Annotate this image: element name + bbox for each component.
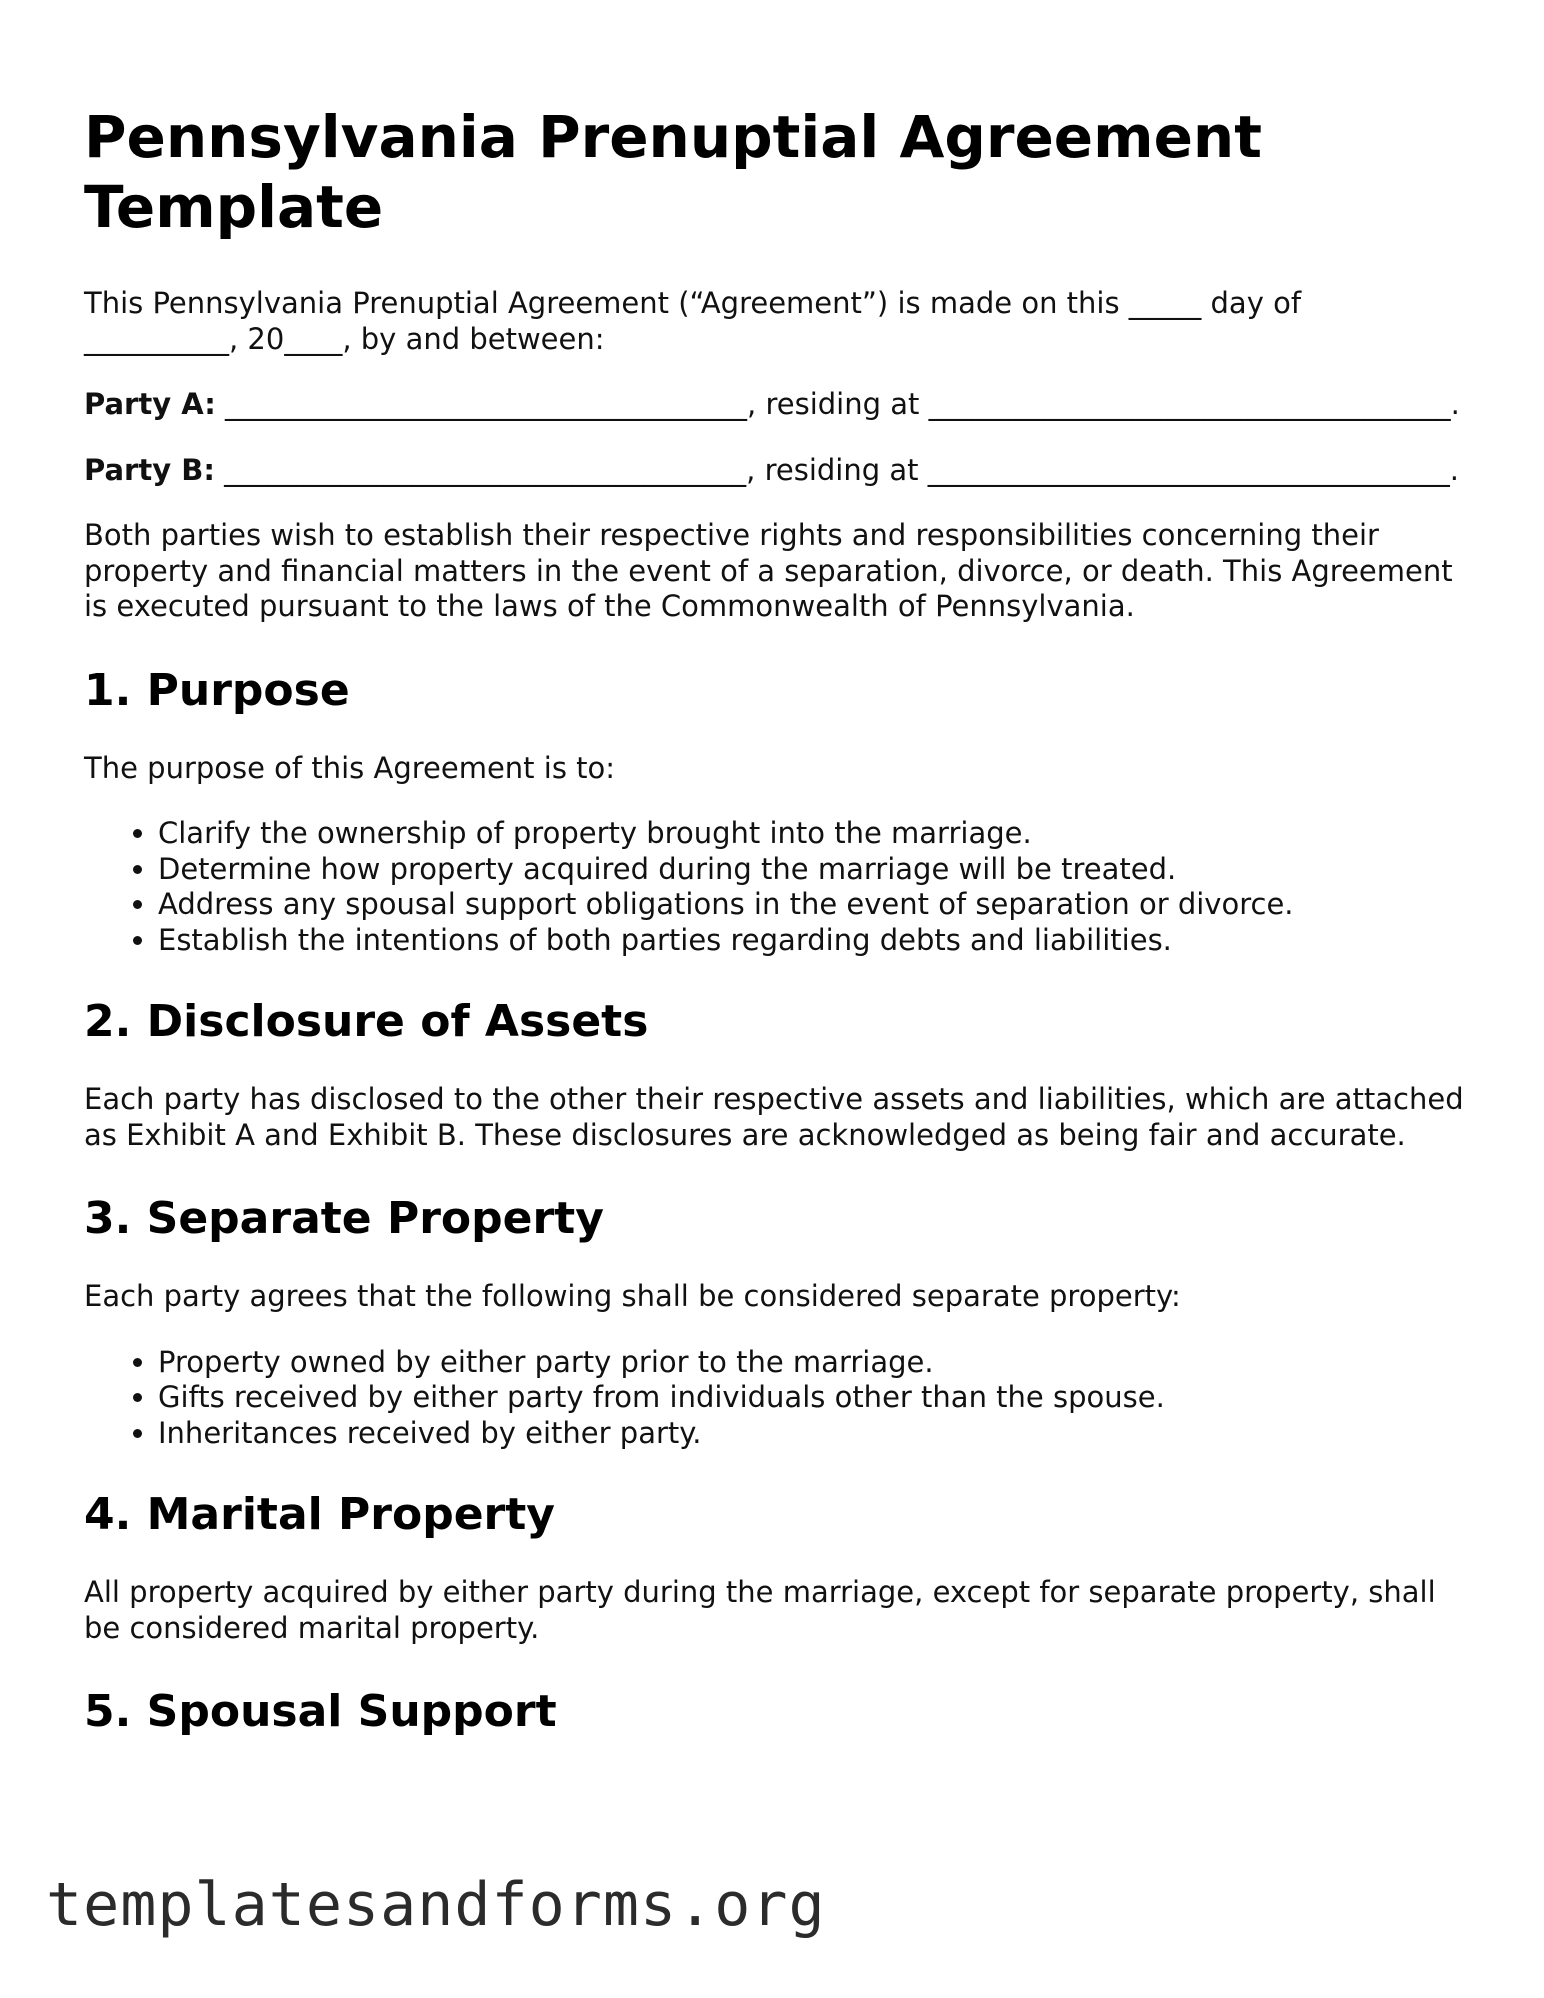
list-item: • Gifts received by either party from individuals other than the spouse. xyxy=(158,1380,1464,1416)
section-text-disclosure: Each party has disclosed to the other their respective assets and liabilities, which are attached as Exhibit A and Exhibit B. These disclosures are acknowledged as being fair and accurate. xyxy=(84,1082,1473,1152)
purpose-list xyxy=(84,816,1464,958)
list-item: • Clarify the ownership of property brought into the marriage. xyxy=(158,816,1464,852)
party-a-line xyxy=(84,387,1464,423)
party-b-label: Party B: xyxy=(84,452,215,487)
party-a-text: ____________________________________, residing at ____________________________________. xyxy=(215,387,1460,421)
section-heading-purpose: 1. Purpose xyxy=(84,664,350,716)
section-heading-separate-property: 3. Separate Property xyxy=(84,1193,604,1244)
list-item: • Inheritances received by either party. xyxy=(158,1416,1464,1452)
section-heading-spousal-support: 5. Spousal Support xyxy=(84,1686,557,1737)
section-text-separate-property: Each party agrees that the following shall be considered separate property: xyxy=(84,1279,1181,1313)
list-item: • Address any spousal support obligations in the event of separation or divorce. xyxy=(158,887,1464,923)
list-item: • Establish the intentions of both parties regarding debts and liabilities. xyxy=(158,923,1464,959)
list-item: • Property owned by either party prior to the marriage. xyxy=(158,1345,1464,1381)
separate-property-list xyxy=(84,1345,1464,1452)
document-title: Pennsylvania Prenuptial Agreement Template xyxy=(84,103,1262,241)
section-heading-disclosure: 2. Disclosure of Assets xyxy=(84,996,649,1047)
intro-paragraph: This Pennsylvania Prenuptial Agreement (“Agreement”) is made on this _____ day of __________, 20____, by and between: xyxy=(84,286,1311,356)
site-watermark: templatesandforms.org xyxy=(46,1870,826,1940)
party-b-text: ____________________________________, residing at ____________________________________. xyxy=(214,452,1459,487)
section-text-marital-property: All property acquired by either party during the marriage, except for separate property, shall be considered marital property. xyxy=(84,1575,1445,1645)
party-a-label: Party A: xyxy=(84,387,216,421)
section-text-purpose: The purpose of this Agreement is to: xyxy=(84,750,616,785)
preamble-paragraph: Both parties wish to establish their respective rights and responsibilities concerning their property and financial matters in the event of a separation, divorce, or death. This Agreement is executed pursuant to the laws of the Commonwealth of Pennsylvania. xyxy=(84,518,1462,623)
section-heading-marital-property: 4. Marital Property xyxy=(84,1489,555,1540)
party-b-line xyxy=(84,453,1464,489)
document-page xyxy=(84,102,1473,1772)
list-item: • Determine how property acquired during the marriage will be treated. xyxy=(158,852,1464,888)
